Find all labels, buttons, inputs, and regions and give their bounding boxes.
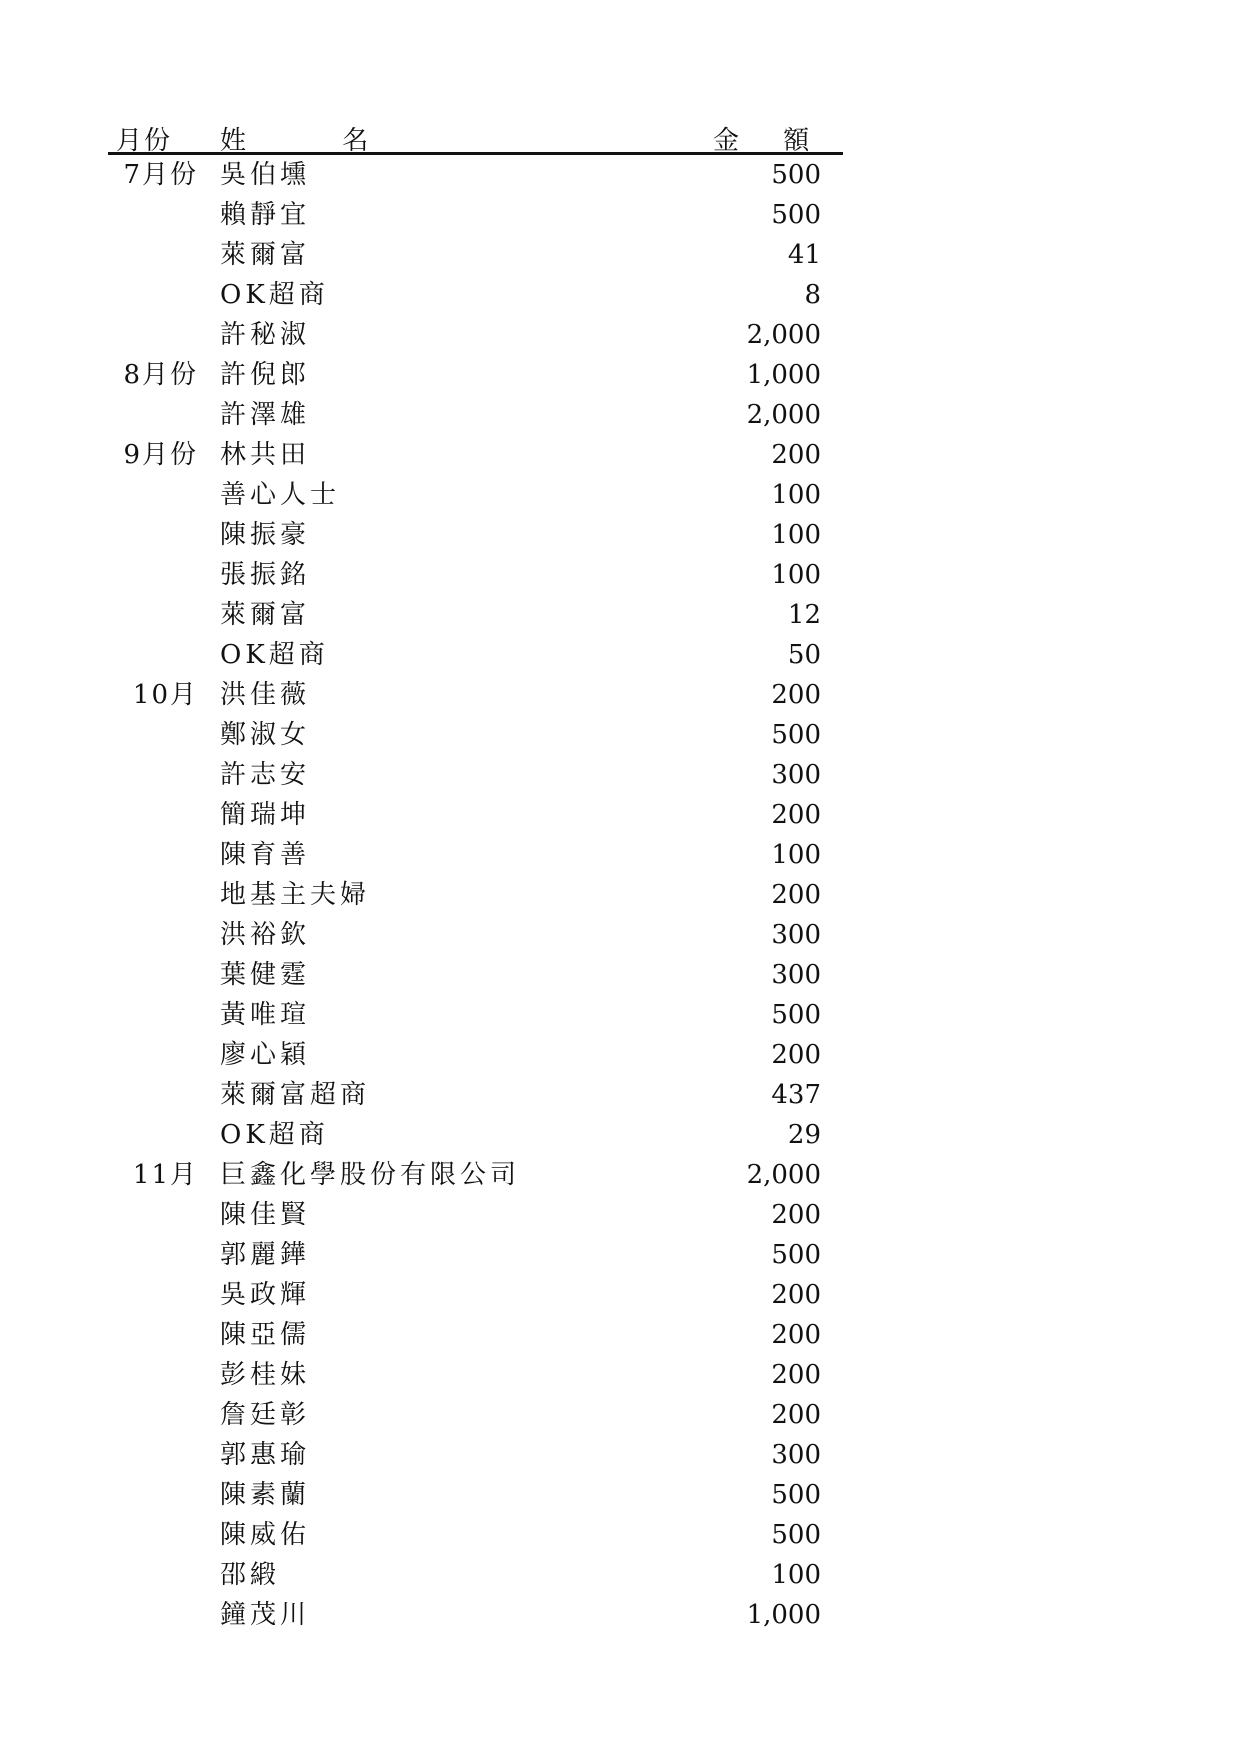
row-name: OK超商 (220, 640, 329, 670)
row-name: OK超商 (220, 280, 329, 310)
row-name: 地基主夫婦 (220, 880, 371, 910)
table-row (108, 475, 843, 515)
row-name: 許倪郎 (220, 360, 311, 390)
row-amount: 500 (771, 720, 821, 750)
table-row (108, 315, 843, 355)
row-month: 11月 (132, 1160, 198, 1190)
row-amount: 200 (771, 800, 821, 830)
table-row (108, 1555, 843, 1595)
row-name: 陳素蘭 (220, 1480, 311, 1510)
row-amount: 200 (771, 1200, 821, 1230)
table-row (108, 955, 843, 995)
row-amount: 500 (771, 1240, 821, 1270)
row-name: 郭麗鏵 (220, 1240, 311, 1270)
row-name: 許澤雄 (220, 400, 311, 430)
table-row (108, 1075, 843, 1115)
row-amount: 300 (771, 920, 821, 950)
row-name: 許志安 (220, 760, 311, 790)
row-name: 葉健霆 (220, 960, 311, 990)
row-name: 陳育善 (220, 840, 311, 870)
row-name: 善心人士 (220, 480, 341, 510)
row-name: 洪佳薇 (220, 680, 311, 710)
table-row (108, 835, 843, 875)
table-row (108, 395, 843, 435)
table-row (108, 1315, 843, 1355)
row-amount: 200 (771, 1320, 821, 1350)
table-row (108, 675, 843, 715)
row-amount: 2,000 (746, 400, 821, 430)
table-row (108, 795, 843, 835)
row-name: 洪裕欽 (220, 920, 311, 950)
row-name: 彭桂妹 (220, 1360, 311, 1390)
table-row (108, 715, 843, 755)
row-name: 陳亞儒 (220, 1320, 311, 1350)
table-row (108, 195, 843, 235)
row-amount: 8 (804, 280, 821, 310)
row-amount: 100 (771, 560, 821, 590)
row-amount: 29 (787, 1120, 821, 1150)
row-amount: 1,000 (746, 1600, 821, 1630)
table-row (108, 635, 843, 675)
table-row (108, 1235, 843, 1275)
table-row (108, 995, 843, 1035)
row-amount: 2,000 (746, 320, 821, 350)
row-amount: 500 (771, 1520, 821, 1550)
row-name: 陳佳賢 (220, 1200, 311, 1230)
table-row (108, 1355, 843, 1395)
row-amount: 200 (771, 440, 821, 470)
row-name: 鐘茂川 (220, 1600, 311, 1630)
table-row (108, 515, 843, 555)
table-row (108, 1475, 843, 1515)
row-amount: 200 (771, 1280, 821, 1310)
row-amount: 300 (771, 760, 821, 790)
row-amount: 12 (787, 600, 821, 630)
row-amount: 200 (771, 1400, 821, 1430)
row-name: 詹廷彰 (220, 1400, 311, 1430)
table-row (108, 555, 843, 595)
table-row (108, 1435, 843, 1475)
row-amount: 50 (787, 640, 821, 670)
row-name: 巨鑫化學股份有限公司 (220, 1160, 521, 1190)
row-name: 吳伯壎 (220, 160, 311, 190)
row-name: 許秘淑 (220, 320, 311, 350)
table-row (108, 915, 843, 955)
row-name: 邵緞 (220, 1560, 281, 1590)
row-name: 廖心穎 (220, 1040, 311, 1070)
row-name: 陳威佑 (220, 1520, 311, 1550)
table-row (108, 1515, 843, 1555)
row-name: OK超商 (220, 1120, 329, 1150)
table-row (108, 875, 843, 915)
row-name: 萊爾富 (220, 600, 311, 630)
table-row (108, 155, 843, 195)
row-name: 張振銘 (220, 560, 311, 590)
row-amount: 200 (771, 880, 821, 910)
row-amount: 100 (771, 480, 821, 510)
row-amount: 200 (771, 680, 821, 710)
row-amount: 2,000 (746, 1160, 821, 1190)
table-row (108, 1035, 843, 1075)
row-amount: 500 (771, 160, 821, 190)
table-row (108, 275, 843, 315)
row-amount: 100 (771, 1560, 821, 1590)
table-row (108, 235, 843, 275)
row-amount: 300 (771, 960, 821, 990)
row-name: 賴靜宜 (220, 200, 311, 230)
row-amount: 41 (787, 240, 821, 270)
row-amount: 300 (771, 1440, 821, 1470)
row-amount: 100 (771, 840, 821, 870)
row-month: 8月份 (123, 360, 198, 390)
row-amount: 500 (771, 200, 821, 230)
row-amount: 200 (771, 1360, 821, 1390)
table-row (108, 1115, 843, 1155)
row-amount: 437 (771, 1080, 821, 1110)
header-month: 月份 (116, 126, 173, 156)
row-month: 7月份 (123, 160, 198, 190)
header-amount: 金 額 (713, 126, 828, 156)
row-name: 萊爾富 (220, 240, 311, 270)
row-name: 吳政輝 (220, 1280, 311, 1310)
table-row (108, 435, 843, 475)
row-amount: 1,000 (746, 360, 821, 390)
donation-table-body (108, 155, 843, 1635)
table-row (108, 595, 843, 635)
table-row (108, 1595, 843, 1635)
table-row (108, 355, 843, 395)
row-name: 林共田 (220, 440, 311, 470)
table-row (108, 755, 843, 795)
row-amount: 200 (771, 1040, 821, 1070)
row-name: 黃唯瑄 (220, 1000, 311, 1030)
table-header (108, 118, 843, 155)
row-name: 簡瑞坤 (220, 800, 311, 830)
row-month: 10月 (132, 680, 198, 710)
table-row (108, 1195, 843, 1235)
row-amount: 500 (771, 1480, 821, 1510)
header-name: 姓 名 (220, 126, 413, 156)
row-amount: 500 (771, 1000, 821, 1030)
row-amount: 100 (771, 520, 821, 550)
row-month: 9月份 (123, 440, 198, 470)
row-name: 萊爾富超商 (220, 1080, 371, 1110)
table-row (108, 1155, 843, 1195)
table-row (108, 1275, 843, 1315)
row-name: 郭惠瑜 (220, 1440, 311, 1470)
row-name: 鄭淑女 (220, 720, 311, 750)
table-row (108, 1395, 843, 1435)
row-name: 陳振豪 (220, 520, 311, 550)
